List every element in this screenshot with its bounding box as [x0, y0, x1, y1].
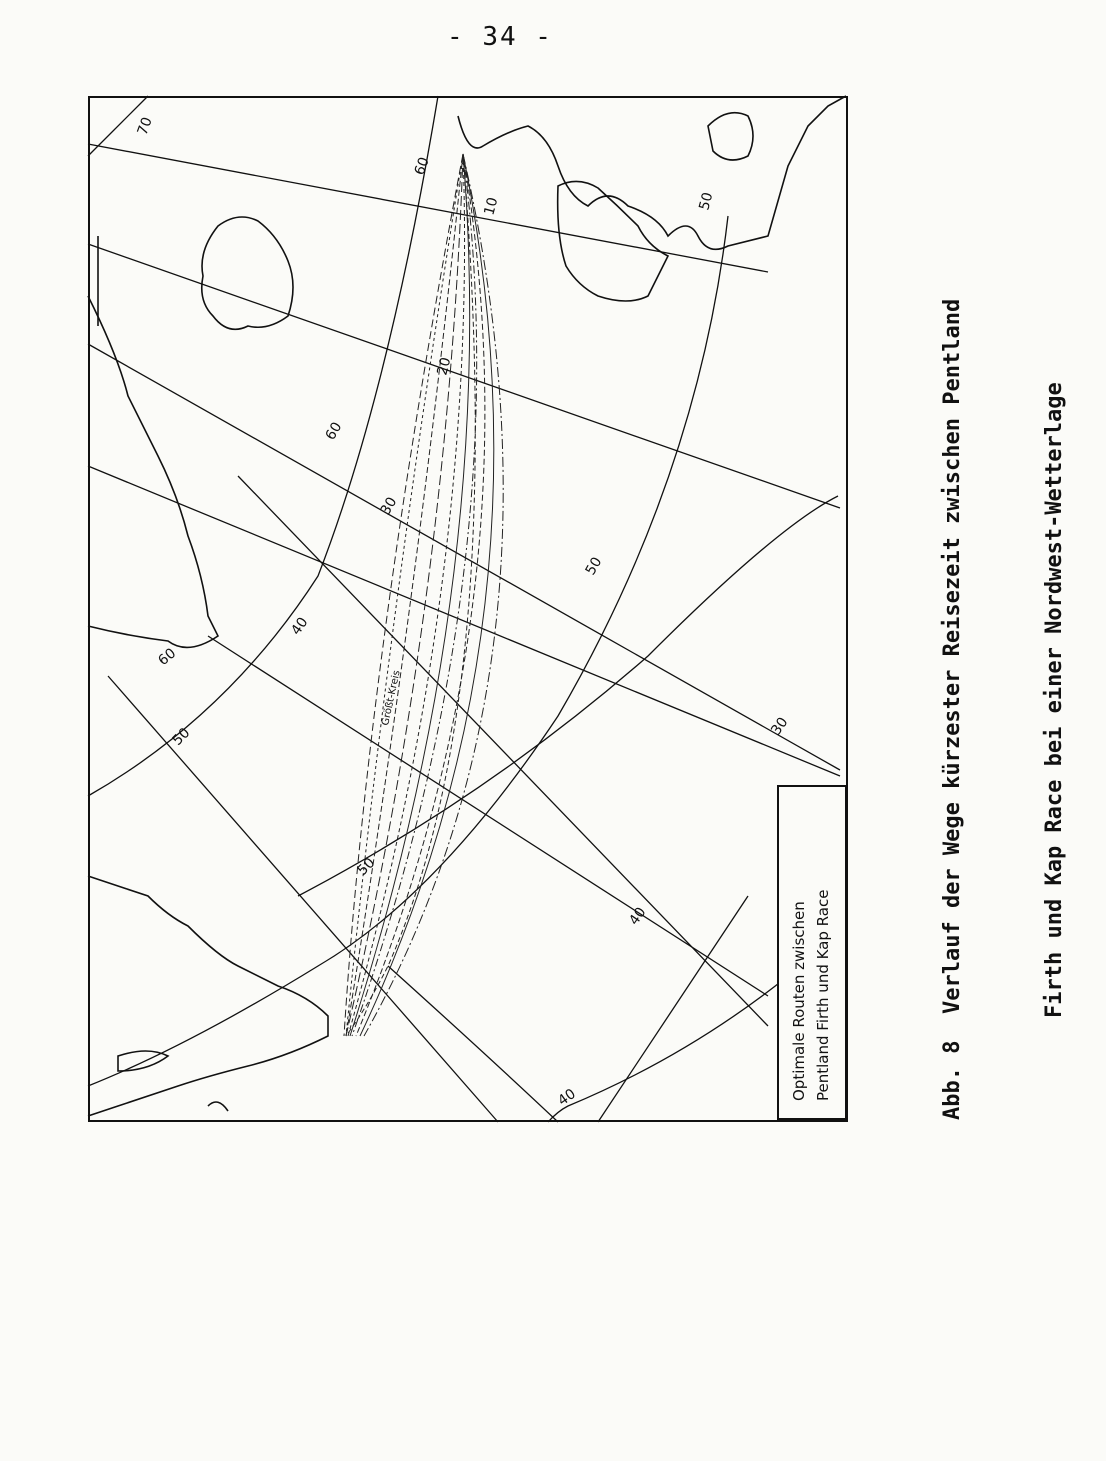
grid-label: 60	[155, 645, 180, 670]
legend-line-1: Optimale Routen zwischen	[790, 901, 808, 1101]
page-number: - 34 -	[447, 22, 553, 52]
route-line	[364, 154, 503, 1036]
meridian-line	[88, 344, 840, 770]
grid-label: 40	[288, 614, 312, 639]
route-line	[346, 154, 475, 1036]
optimal-routes	[344, 154, 503, 1036]
coast-scandinavia	[458, 96, 846, 249]
map-border	[89, 97, 847, 1121]
figure-caption	[868, 299, 1106, 1120]
legend-line-2: Pentland Firth und Kap Race	[814, 889, 832, 1101]
grid-label: 50	[582, 554, 606, 578]
latitude-arc-40	[548, 976, 788, 1122]
map-svg	[88, 96, 848, 1122]
grid-label: 20	[434, 355, 455, 378]
caption-line-2: Firth und Kap Race bei einer Nordwest-Wetterlage	[1042, 382, 1067, 1018]
great-circle-label: Größt-Kreis	[380, 669, 403, 727]
route-line	[356, 154, 485, 1036]
route-line	[350, 154, 470, 1036]
coastlines	[88, 96, 846, 1116]
grid-label: 60	[411, 155, 433, 178]
meridian-line	[388, 966, 558, 1122]
grid-label: 30	[768, 714, 792, 739]
grid-label: 40	[626, 904, 650, 929]
grid-label: 60	[322, 419, 346, 443]
grid-label: 70	[134, 115, 156, 138]
route-line	[348, 154, 465, 1036]
route-line	[344, 154, 463, 1036]
meridian-line	[208, 636, 768, 996]
route-map	[88, 96, 848, 1122]
coast-fragment	[208, 1102, 228, 1111]
caption-prefix: Abb. 8	[940, 1040, 965, 1120]
grid-label: 50	[696, 190, 717, 213]
coast-newfoundland	[88, 876, 328, 1116]
coast-island-british	[558, 181, 668, 301]
grid-label: 50	[354, 854, 379, 879]
grid-label: 30	[377, 494, 401, 518]
coast-iceland	[202, 217, 293, 329]
grid-label: 10	[481, 195, 502, 218]
meridian-line	[298, 496, 838, 896]
latitude-arc-50	[88, 216, 728, 1086]
meridian-line	[238, 476, 768, 1026]
coast-island-small	[708, 113, 753, 160]
graticule	[88, 96, 840, 1122]
grid-label: 50	[169, 724, 194, 749]
caption-line-1: Verlauf der Wege kürzester Reisezeit zwischen Pentland	[940, 298, 965, 1015]
meridian-line	[598, 896, 748, 1122]
legend-frame	[778, 786, 846, 1119]
legend-box	[778, 786, 846, 1119]
coast-greenland	[88, 296, 218, 647]
grid-label: 40	[555, 1085, 579, 1110]
